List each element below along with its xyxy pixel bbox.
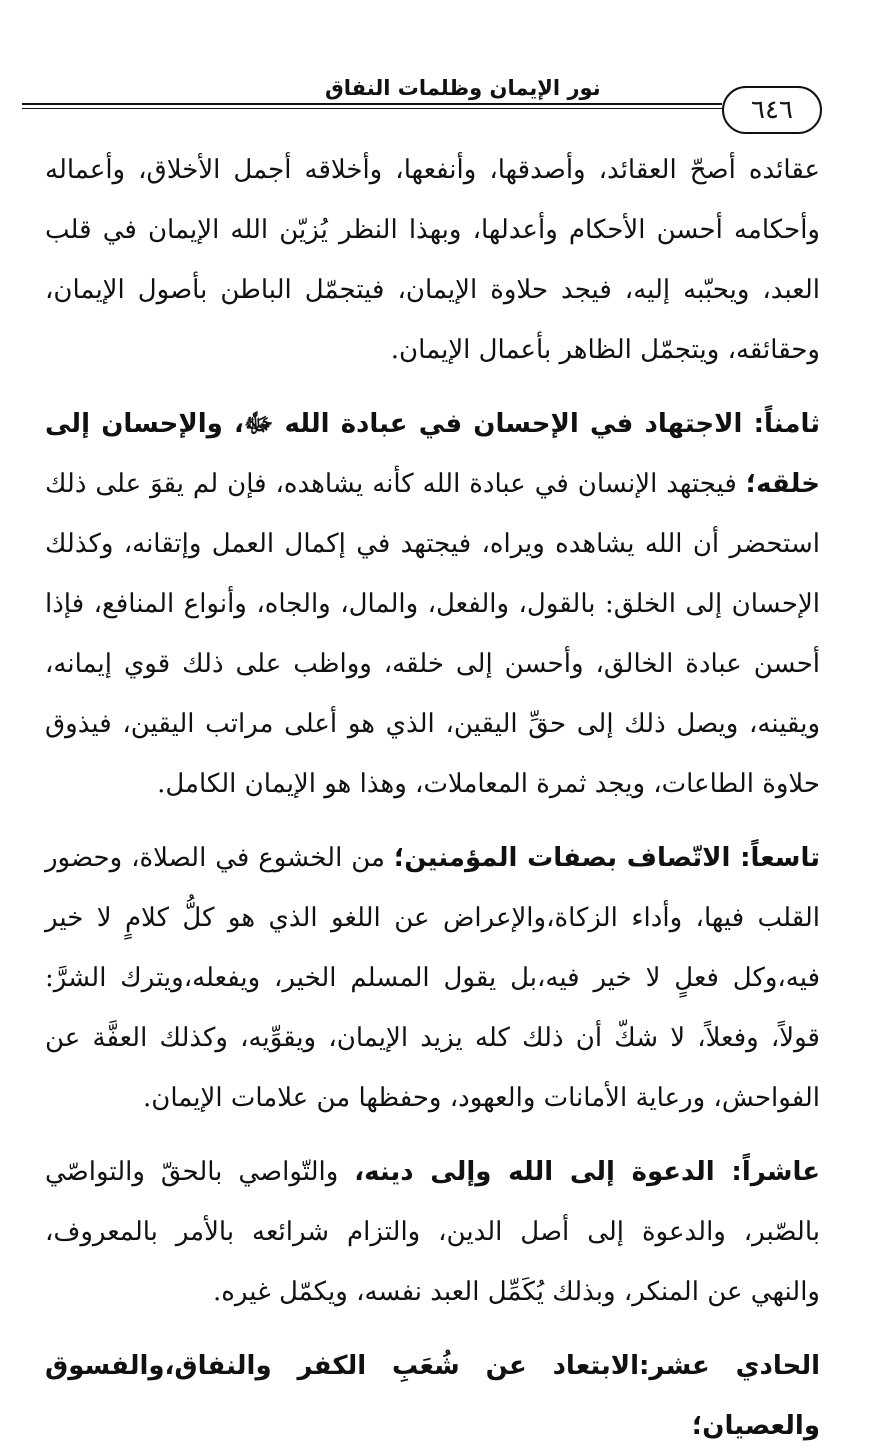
header-rule-thin <box>22 108 722 109</box>
paragraph-heading: عاشراً: الدعوة إلى الله وإلى دينه، <box>354 1157 821 1187</box>
page-body <box>45 140 820 1456</box>
running-title: نور الإيمان وظلمات النفاق <box>325 76 601 100</box>
paragraph-heading: ثامناً: الاجتهاد في الإحسان في عبادة الله ﷻ، والإحسان إلى خلقه؛ <box>45 409 820 499</box>
paragraph-text: والتّواصي بالحقّ والتواصّي بالصّبر، والدعوة إلى أصل الدين، والتزام شرائعه بالأمر بالمعروف، والنهي عن المنكر، وبذلك يُكَمِّل العبد نفسه، ويكمّل غيره. <box>45 1157 820 1307</box>
paragraph-heading: الحادي عشر:الابتعاد عن شُعَبِ الكفر والنفاق،والفسوق والعصيان؛ <box>45 1351 820 1441</box>
header-rule <box>22 103 722 105</box>
paragraph <box>45 1142 820 1322</box>
paragraph-text: من الخشوع في الصلاة، وحضور القلب فيها، وأداء الزكاة،والإعراض عن اللغو الذي هو كلُّ كلامٍ لا خير فيه،وكل فعلٍ لا خير فيه،بل يقول المسلم الخير، ويفعله،ويترك الشرَّ: قولاً، وفعلاً، لا شكّ أن ذلك كله يزيد الإيمان، ويقوِّيه، وكذلك العفَّة عن الفواحش، ورعاية الأمانات والعهود، وحفظها من علامات الإيمان. <box>45 843 820 1113</box>
paragraph-heading: تاسعاً: الاتّصاف بصفات المؤمنين؛ <box>393 843 821 873</box>
paragraph <box>45 394 820 814</box>
paragraph-text: عقائده أصحّ العقائد، وأصدقها، وأنفعها، وأخلاقه أجمل الأخلاق، وأعماله وأحكامه أحسن الأحكام وأعدلها، وبهذا النظر يُزيّن الله الإيمان في قلب العبد، ويحبّبه إليه، فيجد حلاوة الإيمان، فيتجمّل الباطن بأصول الإيمان، وحقائقه، ويتجمّل الظاهر بأعمال الإيمان. <box>45 155 820 365</box>
page-number: ٦٤٦ <box>722 86 822 134</box>
paragraph-text: فيجتهد الإنسان في عبادة الله كأنه يشاهده، فإن لم يقوَ على ذلك استحضر أن الله يشاهده ويراه، فيجتهد في إكمال العمل وإتقانه، وكذلك الإحسان إلى الخلق: بالقول، والفعل، والمال، والجاه، وأنواع المنافع، فإذا أحسن عبادة الخالق، وأحسن إلى خلقه، وواظب على ذلك قوي إيمانه، ويقينه، ويصل ذلك إلى حقِّ اليقين، الذي هو أعلى مراتب اليقين، فيذوق حلاوة الطاعات، ويجد ثمرة المعاملات، وهذا هو الإيمان الكامل. <box>45 469 820 799</box>
paragraph <box>45 140 820 380</box>
paragraph <box>45 828 820 1128</box>
paragraph <box>45 1336 820 1456</box>
